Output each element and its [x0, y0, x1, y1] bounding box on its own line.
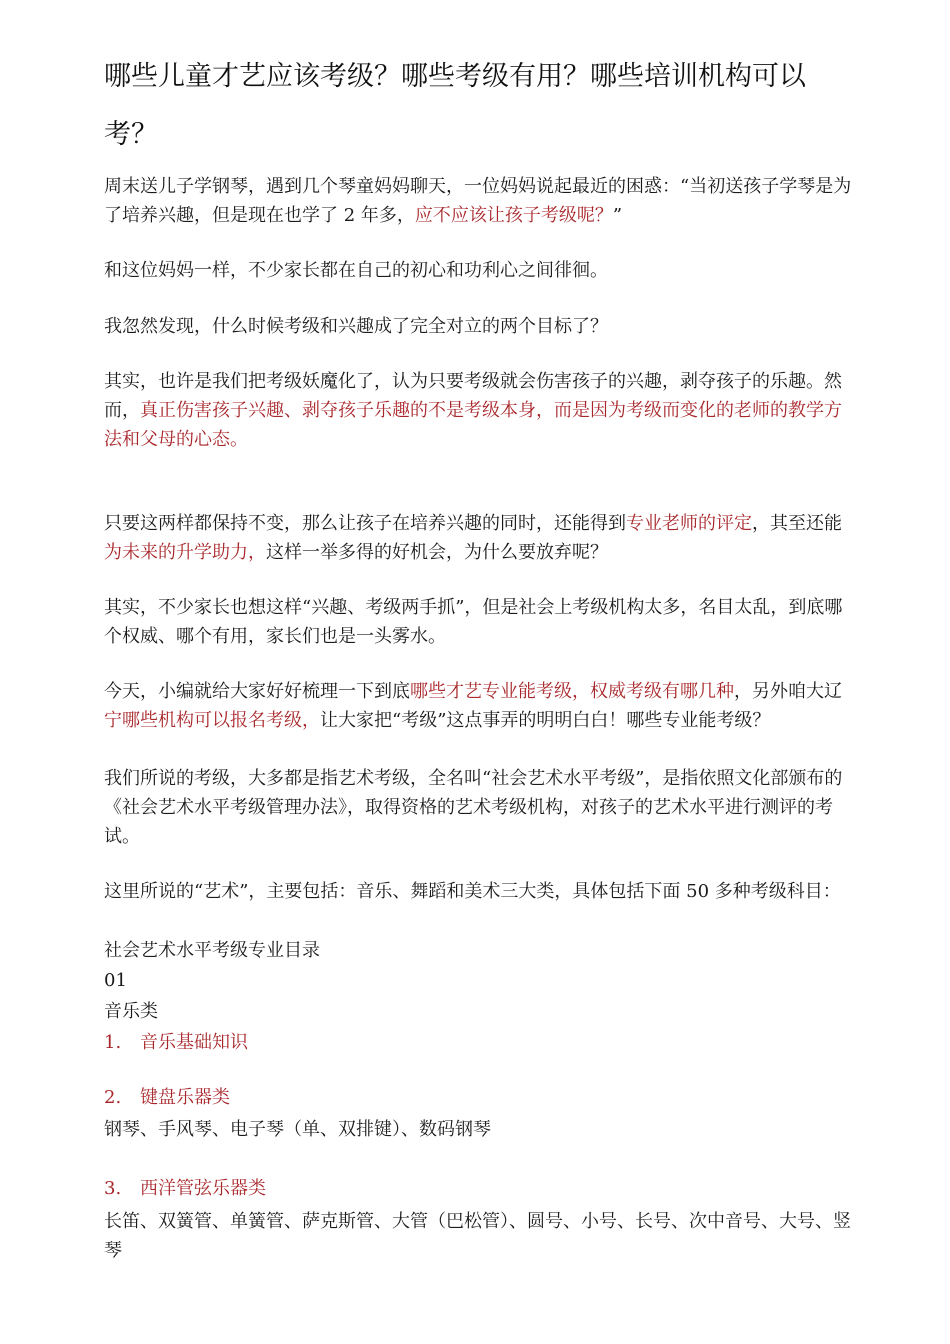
item-label: 音乐基础知识 [140, 1032, 248, 1053]
today-text-3: 让大家把“考级”这点事弄的明明白白！哪些专业能考级？ [320, 710, 771, 731]
paragraph-demonize [104, 367, 856, 454]
item-number: 2. [104, 1087, 122, 1108]
paragraph-opportunity [104, 509, 856, 567]
today-highlight-2: 宁哪些机构可以报名考级， [104, 710, 320, 731]
today-text-2: ，另外咱大辽 [734, 681, 842, 702]
opportunity-highlight-2: 为未来的升学助力， [104, 542, 266, 563]
opportunity-text-2: ，其至还能 [752, 513, 842, 534]
item-number: 1. [104, 1032, 122, 1053]
item-label: 西洋管弦乐器类 [140, 1178, 266, 1199]
article-title: 哪些儿童才艺应该考级？哪些考级有用？哪些培训机构可以考？ [104, 61, 806, 150]
today-highlight-1: 哪些才艺专业能考级，权威考级有哪几种 [410, 681, 734, 702]
list-item-western-orchestral [104, 1174, 266, 1203]
demonize-highlight: 真正伤害孩子兴趣、剥夺孩子乐趣的不是考级本身，而是因为考级而变化的老师的教学方法和父母的心态。 [104, 400, 842, 450]
paragraph-parents: 和这位妈妈一样，不少家长都在自己的初心和功利心之间徘徊。 [104, 260, 608, 281]
section-number: 01 [104, 970, 127, 991]
catalog-title: 社会艺术水平考级专业目录 [104, 940, 320, 961]
opportunity-text-1: 只要这两样都保持不变，那么让孩子在培养兴趣的同时，还能得到 [104, 513, 626, 534]
paragraph-definition: 我们所说的考级，大多都是指艺术考级，全名叫“社会艺术水平考级”，是指依照文化部颁布的《社会艺术水平考级管理办法》，取得资格的艺术考级机构，对孩子的艺术水平进行测评的考试。 [104, 768, 843, 847]
list-item-keyboard [104, 1083, 230, 1112]
western-instruments: 长笛、双簧管、单簧管、萨克斯管、大管（巴松管）、圆号、小号、长号、次中音号、大号、竖琴 [104, 1211, 851, 1261]
intro-highlight: 应不应该让孩子考级呢？ [414, 205, 613, 226]
today-text-1: 今天，小编就给大家好好梳理一下到底 [104, 681, 410, 702]
paragraph-categories: 这里所说的“艺术”，主要包括：音乐、舞蹈和美术三大类，具体包括下面 50 多种考级科目： [104, 881, 841, 902]
paragraph-confusion: 其实，不少家长也想这样“兴趣、考级两手抓”，但是社会上考级机构太多，名目太乱，到底哪个权威、哪个有用，家长们也是一头雾水。 [104, 597, 843, 647]
list-item-music-basics [104, 1028, 248, 1057]
item-number: 3. [104, 1178, 122, 1199]
opportunity-text-3: 这样一举多得的好机会，为什么要放弃呢？ [266, 542, 608, 563]
section-name: 音乐类 [104, 1001, 158, 1022]
item-label: 键盘乐器类 [140, 1087, 230, 1108]
intro-quote-end: ” [612, 205, 623, 226]
keyboard-instruments: 钢琴、手风琴、电子琴（单、双排键）、数码钢琴 [104, 1119, 491, 1140]
intro-text: 周末送儿子学钢琴，遇到几个琴童妈妈聊天，一位妈妈说起最近的困惑：“当初送孩子学琴是为了培养兴趣，但是现在也学了 2 年多， [104, 176, 852, 226]
paragraph-today [104, 677, 856, 735]
opportunity-highlight-1: 专业老师的评定 [626, 513, 752, 534]
paragraph-question: 我忽然发现，什么时候考级和兴趣成了完全对立的两个目标了？ [104, 316, 608, 337]
demonize-text: 其实，也许是我们把考级妖魔化了，认为只要考级就会伤害孩子的兴趣，剥夺孩子的乐趣。然而， [104, 371, 842, 421]
paragraph-intro [104, 172, 856, 230]
